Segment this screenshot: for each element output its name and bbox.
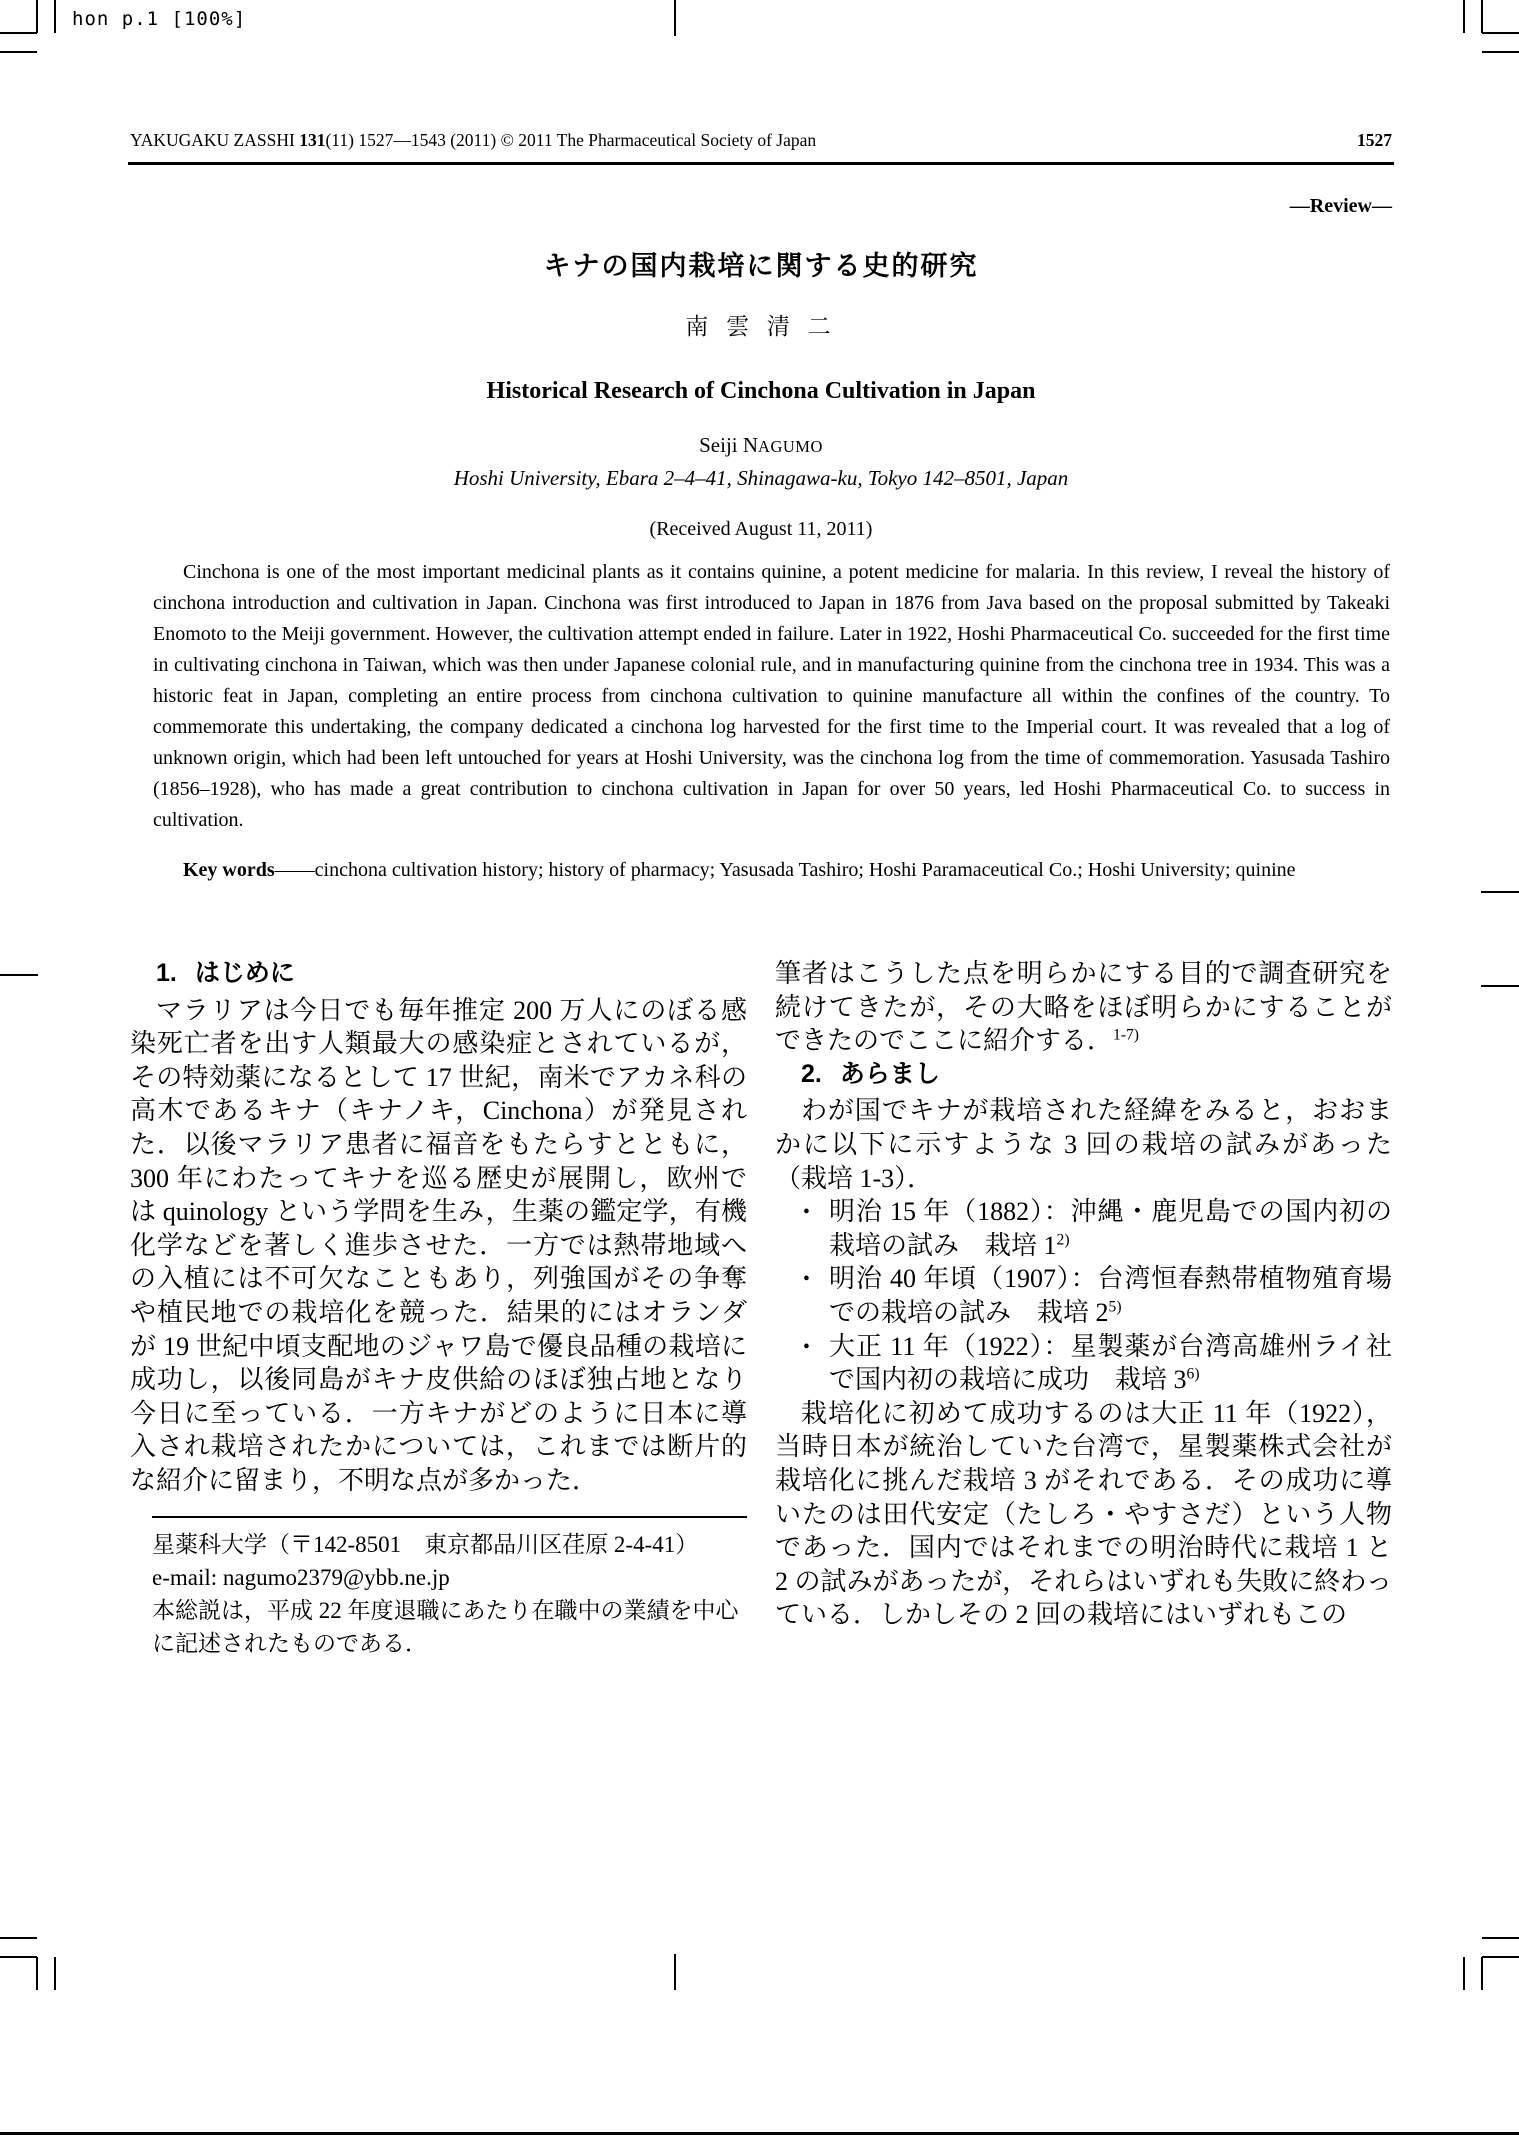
- list-item: [803, 1195, 1392, 1262]
- trim-mark-bottom-right: [1482, 1937, 1519, 1939]
- footnote-note: 本総説は，平成 22 年度退職にあたり在職中の業績を中心に記述されたものである．: [152, 1597, 739, 1656]
- journal-citation-rest: (11) 1527—1543 (2011) © 2011 The Pharmaceutical Society of Japan: [325, 130, 817, 150]
- left-column: [130, 957, 747, 1660]
- body-paragraph-overview: わが国でキナが栽培された経緯をみると，おおまかに以下に示すような 3 回の栽培の試みがあった（栽培 1-3）．: [775, 1096, 1392, 1193]
- trim-mark-top-right: [1482, 32, 1519, 34]
- keywords-separator: ——: [274, 859, 315, 881]
- author-given-name: Seiji N: [699, 433, 759, 457]
- review-badge: —Review—: [1289, 195, 1392, 217]
- bottom-edge-rule: [0, 2132, 1519, 2135]
- trim-mark-bottom-left: [0, 1956, 37, 1958]
- affiliation-line: Hoshi University, Ebara 2–4–41, Shinagawa-ku, Tokyo 142–8501, Japan: [453, 466, 1069, 490]
- reference-superscript: 6): [1186, 1365, 1200, 1383]
- trim-mark-top-left: [0, 32, 37, 34]
- section-number: 2.: [801, 1059, 822, 1088]
- trim-mark-top-right: [1482, 51, 1519, 53]
- trim-mark-top-left: [54, 0, 56, 33]
- section-heading-2: [775, 1058, 1392, 1092]
- body-paragraph-purpose: [775, 957, 1392, 1058]
- list-item: [803, 1262, 1392, 1329]
- trim-mark-right-middle: [1481, 891, 1519, 893]
- author-name-japanese: 南 雲 清 二: [685, 314, 837, 339]
- list-item-text: 明治 15 年（1882）：沖縄・鹿児島での国内初の栽培の試み 栽培 1: [829, 1197, 1392, 1260]
- header-rule: [128, 162, 1394, 165]
- section-title: はじめに: [194, 959, 295, 987]
- footnote-block: [152, 1516, 747, 1660]
- received-date-line: (Received August 11, 2011): [649, 518, 873, 540]
- body-columns: [130, 957, 1392, 1660]
- footnote-rule: [152, 1516, 747, 1518]
- trim-mark-bottom-right: [1482, 1956, 1519, 1958]
- keywords-label: Key words: [183, 859, 275, 881]
- reference-superscript: 1-7): [1113, 1026, 1139, 1044]
- bullet-icon: •: [803, 1269, 810, 1291]
- reference-superscript: 5): [1108, 1298, 1122, 1316]
- section-heading-1: [130, 957, 747, 991]
- author-name-english: [130, 433, 1392, 458]
- abstract-paragraph: Cinchona is one of the most important medicinal plants as it contains quinine, a potent medicine for malaria. In this review, I reveal the history of cinchona introduction and cultivation in Japan. Cinchona was first introduced to Japan in 1876 from Java based on the proposal submitted by Takeaki Enomoto to the Meiji government. However, the cultivation attempt ended in failure. Later in 1922, Hoshi Pharmaceutical Co. succeeded for the first time in cultivating cinchona in Taiwan, which was then under Japanese colonial rule, and in manufacturing quinine from the cinchona tree in 1934. This was a historic feat in Japan, completing an entire process from cinchona cultivation to quinine manufacture all within the confines of the country. To commemorate this undertaking, the company dedicated a cinchona log harvested for the first time to the Imperial court. It was revealed that a log of unknown origin, which had been left untouched for years at Hoshi University, was the cinchona log from the time of commemoration. Yasusada Tashiro (1856–1928), who has made a great contribution to cinchona cultivation in Japan for over 50 years, led Hoshi Pharmaceutical Co. to success in cultivation.: [153, 561, 1390, 831]
- keywords-paragraph: [153, 855, 1390, 886]
- section-title: あらまし: [839, 1059, 940, 1088]
- trim-mark-bottom-left: [36, 1957, 38, 1990]
- bullet-icon: •: [803, 1202, 810, 1224]
- trim-mark-bottom-center: [674, 1954, 676, 1990]
- print-proof-label: hon p.1 [100%]: [72, 8, 247, 30]
- trim-mark-bottom-right: [1463, 1957, 1465, 1990]
- right-column: [775, 957, 1392, 1660]
- body-paragraph-intro: マラリアは今日でも毎年推定 200 万人にのぼる感染死亡者を出す人類最大の感染症とされているが，その特効薬になるとして 17 世紀，南米でアカネ科の高木であるキナ（キナノキ，Cinchona）が発見された．以後マラリア患者に福音をもたらすとともに，300 年にわたってキナを巡る歴史が展開し，欧州では quinology という学問を生み，生薬の鑑定学，有機化学などを著しく進歩させた．一方では熱帯地域への入植には不可欠なこともあり，列強国がその争奪や植民地での栽培化を競った．結果的にはオランダが 19 世紀中頃支配地のジャワ島で優良品種の栽培に成功し，以後同島がキナ皮供給のほぼ独占地となり今日に至っている．一方キナがどのように日本に導入され栽培されたかについては，これまでは断片的な紹介に留まり，不明な点が多かった．: [130, 995, 747, 1495]
- trim-mark-bottom-right: [1481, 1957, 1483, 1990]
- paragraph-text: 筆者はこうした点を明らかにする目的で調査研究を続けてきたが，その大略をほぼ明らかにすることができたのでここに紹介する．: [775, 959, 1392, 1056]
- keywords-text: cinchona cultivation history; history of pharmacy; Yasusada Tashiro; Hoshi Paramaceutical Co.; Hoshi University; quinine: [314, 859, 1296, 881]
- article-title-english: Historical Research of Cinchona Cultivation in Japan: [486, 378, 1036, 404]
- journal-volume: 131: [299, 130, 326, 150]
- section-number: 1.: [156, 959, 177, 987]
- trim-mark-right-middle: [1481, 985, 1519, 987]
- journal-header: [130, 130, 1392, 151]
- trim-mark-left-middle: [0, 974, 38, 976]
- trim-mark-bottom-left: [54, 1957, 56, 1990]
- list-item-text: 明治 40 年頃（1907）：台湾恒春熱帯植物殖育場での栽培の試み 栽培 2: [829, 1264, 1392, 1327]
- reference-superscript: 2): [1056, 1231, 1070, 1249]
- trim-mark-bottom-left: [0, 1937, 37, 1939]
- trim-mark-top-right: [1463, 0, 1465, 33]
- list-item-text: 大正 11 年（1922）：星製薬が台湾高雄州ライ社で国内初の栽培に成功 栽培 3: [829, 1331, 1392, 1395]
- author-family-name: AGUMO: [758, 437, 823, 456]
- footnote-email: e-mail: nagumo2379@ybb.ne.jp: [152, 1564, 450, 1590]
- journal-citation: [130, 130, 816, 151]
- article-title-japanese: キナの国内栽培に関する史的研究: [543, 251, 979, 281]
- trim-mark-top-right: [1481, 0, 1483, 33]
- footnote-affiliation: 星薬科大学（〒142-8501 東京都品川区荏原 2-4-41）: [152, 1531, 699, 1557]
- page-number: 1527: [1357, 130, 1392, 150]
- cultivation-attempts-list: [775, 1195, 1392, 1397]
- trim-mark-top-left: [36, 0, 38, 33]
- list-item: [803, 1330, 1392, 1397]
- bullet-icon: •: [803, 1336, 810, 1358]
- body-paragraph-success: 栽培化に初めて成功するのは大正 11 年（1922），当時日本が統治していた台湾で，星製薬株式会社が栽培化に挑んだ栽培 3 がそれである．その成功に導いたのは田代安定（たしろ・やすさだ）という人物であった．国内ではそれまでの明治時代に栽培 1 と 2 の試みがあったが，それらはいずれも失敗に終わっている．しかしその 2 回の栽培にはいずれもこの: [775, 1398, 1392, 1630]
- journal-name: YAKUGAKU ZASSHI: [130, 130, 300, 150]
- trim-mark-top-left: [0, 51, 37, 53]
- trim-mark-top-center: [674, 0, 676, 36]
